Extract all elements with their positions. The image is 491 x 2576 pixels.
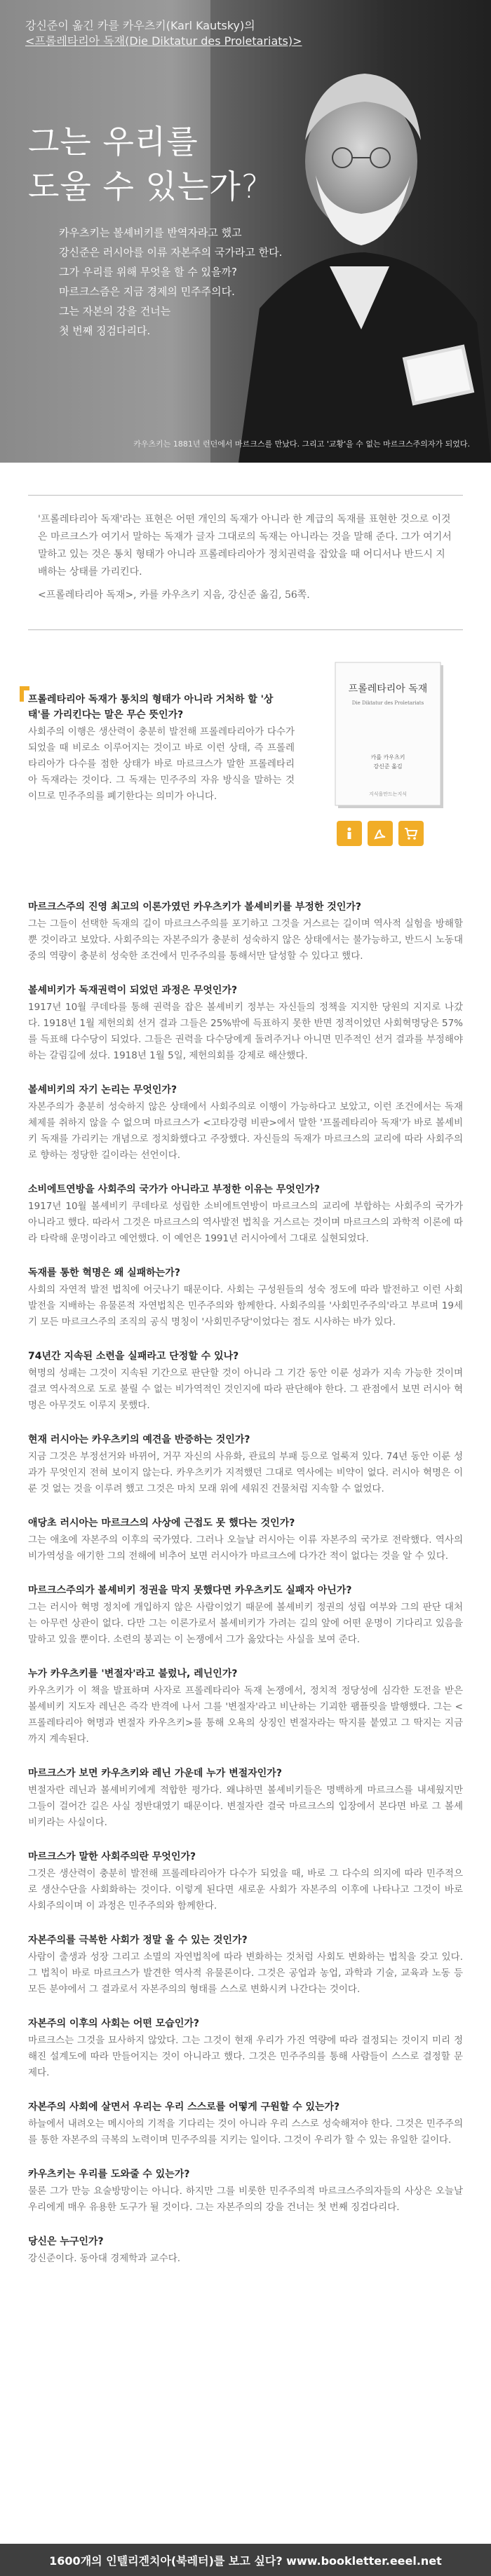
qa-item xyxy=(28,1082,463,1164)
qa-question: 애당초 러시아는 마르크스의 사상에 근접도 못 했다는 것인가? xyxy=(28,1518,295,1529)
qa-answer: 그는 러시아 혁명 정치에 개입하지 않은 사람이었기 때문에 볼셰비키 정권의 성립 여부와 그의 판단 대처는 아무런 상관이 없다. 다만 그는 이론가로서 볼셰비키가 가려는 길의 앞에 어떤 운명이 기다리고 있음을 말하고 있을 뿐이다. 소련의 붕괴는 이 논쟁에서 그가 옳았다는 사실을 보여 준다. xyxy=(28,1602,463,1645)
hero-topline-2: <프롤레타리아 독재(Die Diktatur des Proletariats)> xyxy=(25,34,302,48)
cart-button[interactable] xyxy=(398,821,424,846)
quote-mark-icon xyxy=(20,686,29,702)
hero-intro-line: 마르크스즘은 지금 경제의 민주주의다. xyxy=(59,285,235,298)
info-icon xyxy=(342,826,357,841)
quote-source: <프롤레타리아 독재>, 카를 카우츠키 지음, 강신준 옮김, 56쪽. xyxy=(38,590,310,601)
pdf-icon xyxy=(372,826,388,841)
quote-text: '프롤레타리아 독재'라는 표현은 어떤 개인의 독재가 아니라 한 계급의 독재를 표현한 것으로 이것은 마르크스가 여기서 말하는 독재가 글자 그대로의 독재는 아니라는 것을 말해 준다. 그가 여기서 말하고 있는 것은 통치 형태가 아니라 프롤레타리아가 정치권력을 잡았을 때 어디서나 반드시 지배하는 상태를 가리킨다. xyxy=(38,514,452,578)
qa-answer: 지금 그것은 부정선거와 바뀌어, 거꾸 자신의 사유화, 관료의 부패 등으로 얼룩져 있다. 74년 동안 이룬 성과가 무엇인지 전혀 보이지 않는다. 카우츠키가 지적했던 그대로 역사에는 비약이 없다. 러시아 혁명은 이룬 것 없는 것을 이루려 했고 그것은 마치 모래 위에 세워진 건물처럼 지속할 수 없었다. xyxy=(28,1451,463,1494)
qa-answer: 변절자란 레닌과 볼셰비키에게 적합한 평가다. 왜냐하면 볼셰비키들은 명백하게 마르크스를 내세웠지만 그들이 걸어간 길은 사실 정반대였기 때문이다. 변절자란 결국 마르크스의 입장에서 본다면 바로 그 볼셰비키라는 사실이다. xyxy=(28,1785,463,1828)
hero-intro-line: 그는 자본의 강을 건너는 xyxy=(59,305,171,318)
qa-item xyxy=(28,1849,463,1914)
qa-question: 볼셰비키가 독재권력이 되었던 과정은 무엇인가? xyxy=(28,985,238,996)
book-action-icons xyxy=(337,821,424,846)
qa-question: 마르크스가 말한 사회주의란 무엇인가? xyxy=(28,1851,196,1862)
qa-item xyxy=(28,2167,463,2216)
qa-question: 볼셰비키의 자기 논리는 무엇인가? xyxy=(28,1084,177,1096)
hero-title-line-2: 도울 수 있는가? xyxy=(28,168,260,205)
hero-intro-line: 카우츠키는 볼셰비키를 반역자라고 했고 xyxy=(59,226,242,239)
qa-item xyxy=(28,1933,463,1998)
qa-question: 현재 러시아는 카우츠키의 예견을 반증하는 것인가? xyxy=(28,1434,250,1445)
hero-intro xyxy=(59,223,282,341)
qa-answer: 카우츠키가 이 책을 발표하며 사자로 프롤레타리아 독재 논쟁에서, 정치적 정당성에 심각한 도전을 받은 볼셰비키 지도자 레닌은 즉각 반격에 나서 그를 '변절자'라고 비난하는 기괴한 팸플릿을 발행했다. 그는 <프롤레타리아 혁명과 변절자 카우츠키>를 통해 오욕의 상징인 변절자라는 딱지를 붙였고 그 딱지는 지금까지 계속된다. xyxy=(28,1685,463,1745)
book-cover-author: 카를 카우츠키 xyxy=(370,754,405,761)
qa-answer: 사회주의 이행은 생산력이 충분히 발전해 프롤레타리아가 다수가 되었을 때 비로소 이루어지는 것이고 바로 이런 상태, 즉 프롤레타리아가 다수를 점한 상태가 바로 마르크스가 말한 프롤레타리아 독재라는 것이다. 그 독재는 민주주의 자유 방식을 말하는 것이므로 민주주의를 폐기한다는 의미가 아니다. xyxy=(28,726,295,802)
qa-item xyxy=(28,2234,463,2267)
qa-question: 마르크스주의 진영 최고의 이론가였던 카우츠키가 볼셰비키를 부정한 것인가? xyxy=(28,901,362,913)
qa-item xyxy=(28,1666,463,1747)
qa-question: 마르크스주의가 볼셰비키 정권을 막지 못했다면 카우츠키도 실패자 아닌가? xyxy=(28,1585,352,1596)
qa-item xyxy=(28,1432,463,1497)
qa-question: 카우츠키는 우리를 도와줄 수 있는가? xyxy=(28,2169,190,2180)
hero-banner xyxy=(0,0,491,463)
book-cover-image[interactable] xyxy=(323,661,463,812)
book-cover-title: 프롤레타리아 독재 xyxy=(348,683,428,695)
qa-answer: 사회의 자연적 발전 법칙에 어긋나기 때문이다. 사회는 구성원들의 성숙 정도에 따라 발전하고 이런 사회 발전을 지배하는 유물론적 자연법칙은 민주주의와 함께한다. 사회주의를 '사회민주주의'라고 부르며 19세기 모든 마르크스주의 조직의 공식 명칭이 '사회민주당'이었다는 점도 시사하는 바가 있다. xyxy=(28,1284,463,1328)
qa-question: 74년간 지속된 소련을 실패라고 단정할 수 있나? xyxy=(28,1351,239,1362)
qa-item xyxy=(28,1515,463,1565)
footer-subscribe-link[interactable]: 1600개의 인텔리겐치아(북레터)를 보고 싶다? www.bookletter.eeel.net xyxy=(0,2544,491,2576)
qa-question: 자본주의 사회에 살면서 우리는 우리 스스로를 어떻게 구원할 수 있는가? xyxy=(28,2101,340,2113)
qa-answer: 그는 애초에 자본주의 이후의 국가였다. 그러나 오늘날 러시아는 이류 자본주의 국가로 전락했다. 역사의 비가역성을 애기한 그의 전해에 비추어 보면 러시아가 마르크스에 다가간 적이 없다는 것을 알 수 있다. xyxy=(28,1534,463,1562)
qa-answer: 사람이 출생과 성장 그리고 소멸의 자연법칙에 따라 변화하는 것처럼 사회도 변화하는 법칙을 갖고 있다. 그 법칙이 바로 마르크스가 발견한 역사적 유물론이다. 그것은 공업과 농업, 과학과 기술, 교육과 노동 등 모든 분야에서 그 결과로서 자본주의의 형태를 스스로 변화시켜 나간다는 것이다. xyxy=(28,1951,463,1995)
qa-item xyxy=(28,1766,463,1831)
book-quote xyxy=(28,495,463,630)
qa-answer: 그것은 생산력이 충분히 발전해 프롤레타리아가 다수가 되었을 때, 바로 그 다수의 의지에 따라 민주적으로 생산수단을 사회화하는 것이다. 이렇게 된다면 새로운 사회가 자본주의 이후에 나타나고 그것이 바로 사회주의이며 이 과정은 민주주의와 함께한다. xyxy=(28,1868,463,1911)
qa-item xyxy=(28,2099,463,2148)
hero-topline xyxy=(25,18,302,49)
hero-intro-line: 첫 번째 징검다리다. xyxy=(59,325,151,337)
qa-list xyxy=(28,850,463,2267)
pdf-button[interactable] xyxy=(368,821,393,846)
qa-item-first xyxy=(28,692,295,805)
qa-answer: 물론 그가 만능 요술방망이는 아니다. 하지만 그를 비롯한 민주주의적 마르크스주의자들의 사상은 오늘날 우리에게 매우 유용한 도구가 될 것이다. 그는 자본주의의 강을 건너는 첫 번째 징검다리다. xyxy=(28,2186,463,2213)
qa-question: 독재를 통한 혁명은 왜 실패하는가? xyxy=(28,1267,180,1279)
book-cover-translator: 강신준 옮김 xyxy=(373,763,403,770)
qa-question: 자본주의 이후의 사회는 어떤 모습인가? xyxy=(28,2018,200,2029)
qa-answer: 강신준이다. 동아대 경제학과 교수다. xyxy=(28,2253,181,2264)
qa-item xyxy=(28,1265,463,1330)
qa-answer: 자본주의가 충분히 성숙하지 않은 상태에서 사회주의로 이행이 가능하다고 보았고, 이런 조건에서는 독재 체제를 취하지 않을 수 없으며 마르크스가 <고타강령 비판>에서 말한 '프롤레타리아 독재'가 바로 볼셰비키 독재를 가리키는 개념으로 정치화했다고 주장했다. 자신들의 독재가 마르크스의 교리에 따라 사회주의로 향하는 정당한 길이라는 선언이다. xyxy=(28,1101,463,1161)
hero-title xyxy=(28,119,259,209)
book-cover-subtitle: Die Diktatur des Proletariats xyxy=(351,700,424,706)
qa-answer: 1917년 10월 쿠데타를 통해 권력을 잡은 볼셰비키 정부는 자신들의 정책을 지지한 당원의 지지로 나갔다. 1918년 1월 제헌의회 선거 결과 그들은 25%밖에 득표하지 못한 반면 정적이었던 사회혁명당은 57%를 득표해 다수당이 되었다. 그들은 권력을 다수당에게 돌려주거나 아니면 민주적인 선거 결과를 부정해야 하는 갈림길에 섰다. 1918년 1월 5일, 제헌의회를 강제로 해산했다. xyxy=(28,1002,463,1061)
info-button[interactable] xyxy=(337,821,362,846)
qa-answer: 하늘에서 내려오는 메시아의 기적을 기다리는 것이 아니라 우리 스스로 성숙해져야 한다. 그것은 민주주의를 통한 자본주의 극복의 노력이며 민주주의를 지키는 일이다. 그것이 우리가 할 수 있는 유일한 길이다. xyxy=(28,2118,463,2146)
hero-caption: 카우츠키는 1881년 런던에서 마르크스를 만났다. 그리고 '교황'을 수 없는 마르크스주의자가 되었다. xyxy=(133,439,470,449)
book-section xyxy=(28,661,463,850)
qa-question: 마르크스가 보면 카우츠키와 레닌 가운데 누가 변절자인가? xyxy=(28,1768,282,1779)
hero-topline-1: 강신준이 옮긴 카를 카우츠키(Karl Kautsky)의 xyxy=(25,19,255,32)
hero-intro-line: 강신준은 러시아를 이류 자본주의 국가라고 한다. xyxy=(59,246,283,259)
qa-item xyxy=(28,1182,463,1247)
qa-answer: 혁명의 성패는 그것이 지속된 기간으로 판단할 것이 아니라 그 기간 동안 이룬 성과가 지속 가능한 것이며 결코 역사적으로 도로 불릴 수 없는 비가역적인 것인지에 따라 판단해야 한다. 그 관점에서 보면 러시아 혁명은 아무것도 이루지 못했다. xyxy=(28,1368,463,1411)
hero-intro-line: 그가 우리를 위해 무엇을 할 수 있을까? xyxy=(59,266,237,278)
qa-item xyxy=(28,899,463,965)
qa-answer: 1917년 10월 볼셰비키 쿠데타로 성립한 소비에트연방이 마르크스의 교리에 부합하는 사회주의 국가가 아니라고 했다. 따라서 그것은 마르크스의 역사발전 법칙을 거스르는 것이며 마르크스의 과학적 이론에 따라 타락해 운명이라고 예언했다. 이 예언은 1991년 러시아에서 그대로 실현되었다. xyxy=(28,1201,463,1244)
qa-question: 소비에트연방을 사회주의 국가가 아니라고 부정한 이유는 무엇인가? xyxy=(28,1184,321,1195)
qa-item xyxy=(28,2016,463,2081)
qa-question: 자본주의를 극복한 사회가 정말 올 수 있는 것인가? xyxy=(28,1935,248,1946)
qa-question: 당신은 누구인가? xyxy=(28,2236,104,2247)
qa-answer: 그는 그들이 선택한 독재의 길이 마르크스주의를 포기하고 그것을 거스르는 길이며 역사적 실험을 방해할 뿐 것이라고 보았다. 사회주의는 자본주의가 충분히 성숙하지 않은 상태에서는 불가능하고, 반드시 노동대중의 역량이 충분히 성숙한 조건에서 민주주의를 통해서만 달성할 수 있다고 했다. xyxy=(28,918,463,962)
qa-item xyxy=(28,1349,463,1414)
cart-icon xyxy=(403,826,419,841)
qa-item xyxy=(28,983,463,1064)
qa-item xyxy=(28,1583,463,1648)
book-cover-publisher: 지식을만드는지식 xyxy=(368,791,408,797)
qa-question: 프롤레타리아 독재가 통치의 형태가 아니라 거처하 할 '상태'를 가리킨다는 말은 무슨 뜻인가? xyxy=(28,694,274,721)
qa-question: 누가 카우츠키를 '변절자'라고 불렀나, 레닌인가? xyxy=(28,1668,238,1679)
qa-answer: 마르크스는 그것을 묘사하지 않았다. 그는 그것이 현재 우리가 가진 역량에 따라 결정되는 것이지 미리 정해진 설계도에 따라 만들어지는 것이 아니라고 했다. 그것은 민주주의를 통해 사람들이 스스로 결정할 문제다. xyxy=(28,2035,463,2078)
hero-title-line-1: 그는 우리를 xyxy=(28,123,199,161)
